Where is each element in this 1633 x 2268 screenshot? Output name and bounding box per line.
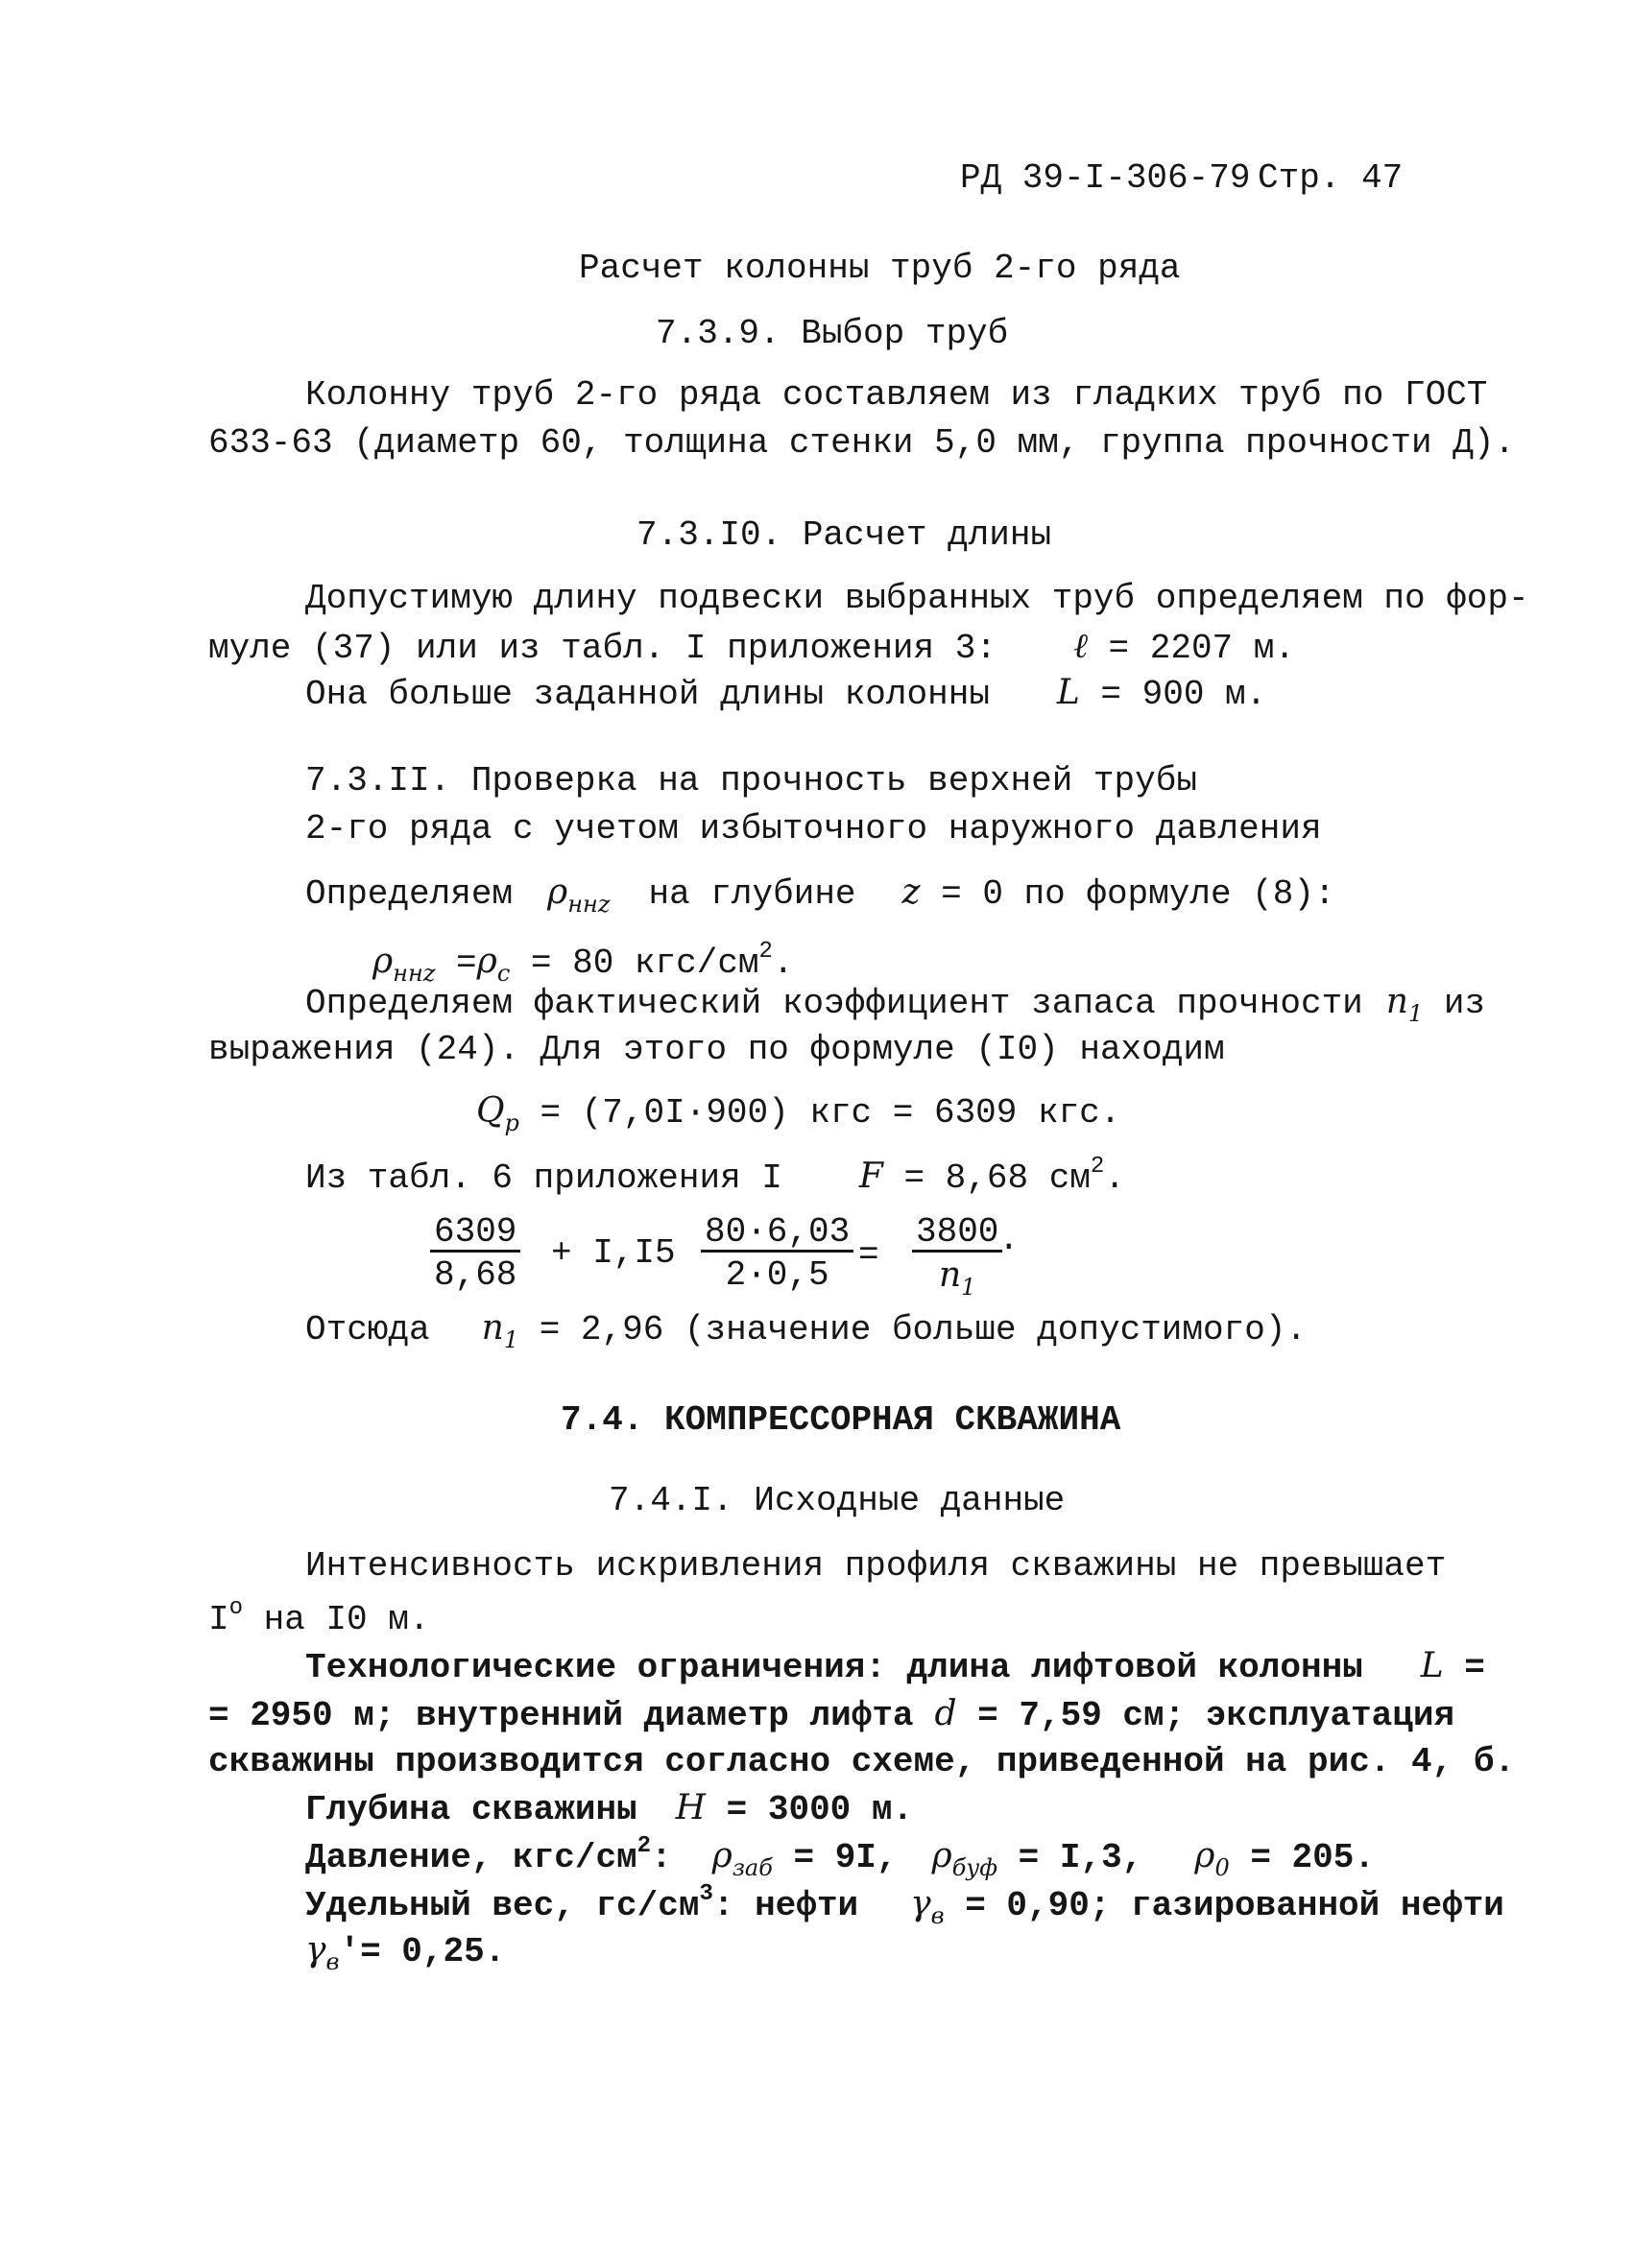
paragraph-line: Технологические ограничения: длина лифтовой колонны L = [305,1646,1485,1687]
fraction: $\frac{3800}{n_1}$ [912,1215,1002,1299]
paragraph-line: Колонну труб 2-го ряда составляем из гладких труб по ГОСТ [305,375,1488,415]
paragraph-line: муле (37) или из табл. I приложения 3: ℓ = 2207 м. [208,627,1295,668]
section-title: Расчет колонны труб 2-го ряда [579,249,1181,288]
heading-7-3-10: 7.3.I0. Расчет длины [636,515,1052,555]
equals-sign: = [858,1235,879,1275]
symbol-z: z [901,872,921,912]
specific-weight-line-cont: $\gamma_в'= 0,25$. [305,1930,506,1975]
paragraph-line: скважины производится согласно схеме, приведенной на рис. 4, б. [208,1742,1516,1781]
depth-line: Глубина скважины H = 3000 м. [305,1788,914,1829]
pressure-line: Давление, кгс/$см^2$: $\rho_{заб} = 9I$, $\rho_{буф} = I,3$, $\rho_0 = 205$. [305,1833,1375,1881]
fraction: $\frac{6309}{8,68}$ [430,1215,520,1293]
heading-7-3-9: 7.3.9. Выбор труб [656,314,1009,353]
heading-7-4: 7.4. КОМПРЕССОРНАЯ СКВАЖИНА [561,1400,1121,1440]
paragraph-line: Определяем фактический коэффициент запаса прочности $n_1$ из [305,982,1486,1027]
page-number: Стр. 47 [1258,158,1404,198]
paragraph-line: $I^o$ на I0 м. [208,1595,430,1639]
fraction: $\frac{80\cdot 6,03}{2\cdot 0,5}$ [701,1215,853,1293]
specific-weight-line: Удельный вес, $гс/см^3$: нефти $\gamma_в = 0,90$; газированной нефти [305,1881,1504,1929]
formula-load: $Q_р = (7,0I\cdot 900)$ кгс = 6309 кгс. [476,1091,1121,1136]
heading-7-3-11-cont: 2-го ряда с учетом избыточного наружного давления [305,809,1322,848]
paragraph-line: = 2950 м; внутренний диаметр лифта d = 7,59 см; эксплуатация [208,1694,1455,1735]
paragraph-line: Определяем $\rho_{ннz}$ на глубине z = 0 по формуле (8): [305,872,1335,918]
symbol-L: L [1056,673,1080,712]
heading-7-3-11: 7.3.II. Проверка на прочность верхней трубы [305,761,1197,800]
paragraph-line: 633-63 (диаметр 60, толщина стенки 5,0 мм, группа прочности Д). [208,423,1516,463]
paragraph-line: Допустимую длину подвески выбранных труб определяем по фор- [305,579,1529,618]
heading-7-4-1: 7.4.I. Исходные данные [609,1481,1066,1520]
result-line: Отсюда $n_1 = 2,96$ (значение больше допустимого). [305,1308,1308,1353]
formula-pressure: $\rho_{ннz} =\rho_с = 80$ кгс/$см^2$. [372,939,794,987]
formula-dot: . [998,1220,1020,1259]
paragraph-line: Она больше заданной длины колонны L = 900 м. [305,673,1267,714]
symbol-n1: n [1385,982,1408,1021]
paragraph-line: Из табл. 6 приложения I F = 8,68 $см^2$. [305,1154,1125,1198]
paragraph-line: Интенсивность искривления профиля скважины не превышает [305,1546,1447,1586]
symbol-p: ρ [547,872,568,912]
symbol-l: ℓ [1072,627,1088,666]
symbol-F: F [858,1157,883,1196]
paragraph-line: выражения (24). Для этого по формуле (I0) находим [208,1030,1225,1069]
formula-term: + I,I5 [551,1233,676,1273]
document-code: РД 39-I-306-79 [960,158,1251,198]
